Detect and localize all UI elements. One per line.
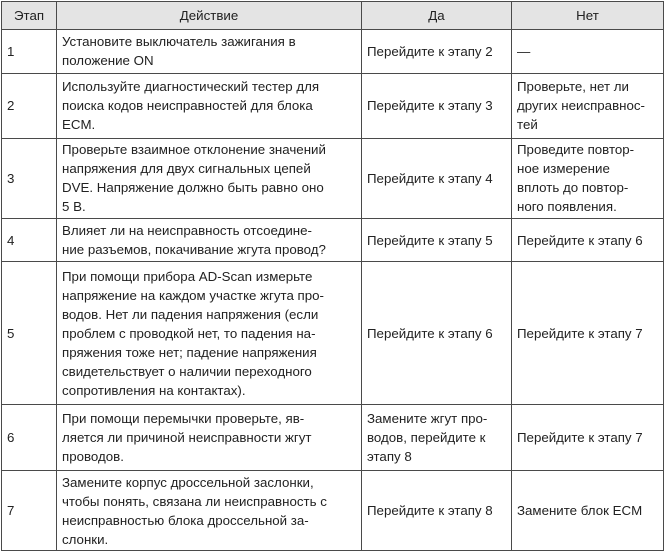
action-line: Влияет ли на неисправность отсоедине-	[62, 223, 312, 239]
header-no: Нет	[512, 2, 664, 30]
table-row	[2, 404, 664, 470]
action-line: Используйте диагностический тестер для	[62, 79, 320, 95]
step-cell: 4	[2, 218, 57, 262]
no-line: вплоть до повтор-	[517, 180, 629, 196]
step-cell: 6	[2, 404, 57, 470]
no-line: других неисправнос-	[517, 98, 645, 114]
no-line: Перейдите к этапу 6	[517, 232, 643, 248]
yes-line: Перейдите к этапу 6	[367, 325, 493, 341]
table-row	[2, 471, 664, 551]
no-cell	[512, 73, 664, 138]
no-cell	[512, 218, 664, 262]
no-line: Проверьте, нет ли	[517, 79, 629, 95]
no-cell	[512, 404, 664, 470]
action-cell	[57, 218, 362, 262]
yes-cell	[362, 471, 512, 551]
action-line: При помощи прибора AD-Scan измерьте	[62, 268, 313, 284]
action-line: напряжение на каждом участке жгута про-	[62, 287, 324, 303]
yes-line: Перейдите к этапу 3	[367, 98, 493, 114]
action-line: ние разъемов, покачивание жгута провод?	[62, 242, 326, 258]
no-line: Замените блок ECM	[517, 503, 643, 519]
yes-line: Замените жгут про-	[367, 410, 488, 426]
table-row	[2, 218, 664, 262]
action-line: неисправностью блока дроссельной за-	[62, 512, 309, 528]
yes-cell	[362, 404, 512, 470]
header-yes: Да	[362, 2, 512, 30]
yes-line: этапу 8	[367, 448, 412, 464]
action-line: слонки.	[62, 531, 109, 547]
no-line: ного появления.	[517, 199, 617, 215]
yes-cell	[362, 262, 512, 404]
action-line: Проверьте взаимное отклонение значений	[62, 142, 326, 158]
action-line: чтобы понять, связана ли неисправность с	[62, 493, 327, 509]
yes-line: водов, перейдите к	[367, 429, 486, 445]
action-line: ляется ли причиной неисправности жгут	[62, 429, 312, 445]
no-line: —	[517, 43, 531, 59]
action-line: свидетельствует о наличии переходного	[62, 363, 312, 379]
table-row	[2, 30, 664, 74]
yes-cell	[362, 73, 512, 138]
yes-line: Перейдите к этапу 5	[367, 232, 493, 248]
action-line: Установите выключатель зажигания в	[62, 34, 296, 50]
action-line: DVE. Напряжение должно быть равно оно	[62, 180, 324, 196]
no-line: тей	[517, 117, 538, 133]
action-cell	[57, 471, 362, 551]
action-line: напряжения для двух сигнальных цепей	[62, 161, 311, 177]
yes-cell	[362, 30, 512, 74]
action-cell	[57, 404, 362, 470]
action-line: При помощи перемычки проверьте, яв-	[62, 410, 305, 426]
step-cell: 3	[2, 138, 57, 218]
no-line: Проведите повтор-	[517, 142, 635, 158]
yes-cell	[362, 138, 512, 218]
yes-cell	[362, 218, 512, 262]
action-line: положение ON	[62, 53, 154, 69]
yes-line: Перейдите к этапу 4	[367, 170, 493, 186]
no-line: ное измерение	[517, 161, 610, 177]
yes-line: Перейдите к этапу 8	[367, 503, 493, 519]
no-line: Перейдите к этапу 7	[517, 325, 643, 341]
action-line: ECM.	[62, 117, 96, 133]
no-line: Перейдите к этапу 7	[517, 429, 643, 445]
no-cell	[512, 138, 664, 218]
action-line: Замените корпус дроссельной заслонки,	[62, 474, 314, 490]
action-cell	[57, 138, 362, 218]
step-cell: 1	[2, 30, 57, 74]
no-cell	[512, 30, 664, 74]
table-row	[2, 73, 664, 138]
action-line: пряжения тоже нет; падение напряжения	[62, 344, 317, 360]
header-step: Этап	[2, 2, 57, 30]
header-row	[2, 2, 664, 30]
header-action: Действие	[57, 2, 362, 30]
step-cell: 7	[2, 471, 57, 551]
action-cell	[57, 73, 362, 138]
action-cell	[57, 262, 362, 404]
no-cell	[512, 262, 664, 404]
action-line: проблем с проводкой нет, то падения на-	[62, 325, 316, 341]
action-line: поиска кодов неисправностей для блока	[62, 98, 313, 114]
action-line: водов. Нет ли падения напряжения (если	[62, 306, 319, 322]
action-cell	[57, 30, 362, 74]
table-row	[2, 138, 664, 218]
action-line: 5 В.	[62, 199, 86, 215]
action-line: проводов.	[62, 448, 124, 464]
yes-line: Перейдите к этапу 2	[367, 43, 493, 59]
step-cell: 2	[2, 73, 57, 138]
step-cell: 5	[2, 262, 57, 404]
no-cell	[512, 471, 664, 551]
diagnostic-steps-table	[1, 1, 664, 551]
table-row	[2, 262, 664, 404]
action-line: сопротивления на контактах).	[62, 382, 246, 398]
